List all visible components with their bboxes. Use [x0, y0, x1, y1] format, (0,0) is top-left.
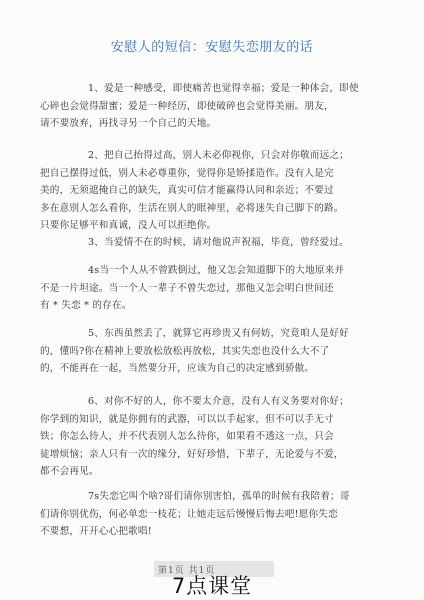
- paragraph-line: 美的，无须遮掩自己的缺失，真实可信才能赢得认同和亲近；不要过: [40, 185, 334, 196]
- paragraph-line: 有 * 失恋 * 的存在。: [40, 300, 132, 311]
- paragraph-line: 只要你足够平和真诚，没人可以拒绝你。: [40, 220, 217, 231]
- paragraph-6: [40, 393, 386, 481]
- paragraph-line: 3、当爱情不在的时候，请对他说声祝福，毕竟，曾经爱过。: [88, 237, 349, 248]
- paragraph-line: 心碎也会觉得甜蜜；爱是一种经历，即使破碎也会觉得美丽。朋友，: [40, 100, 334, 112]
- paragraph-line: 5、东西虽然丢了，就算它再珍贵又有何妨，究竟咱人是好好: [88, 328, 349, 339]
- paragraph-1: [40, 80, 386, 133]
- paragraph-line: 不要想，开开心心把歌唱!: [40, 526, 152, 537]
- paragraph-4: [40, 262, 386, 315]
- paragraph-line: 的，懂吗?你在精神上要放松放松再放松，其实失恋也没什么大不了: [40, 345, 330, 357]
- paragraph-line: 都不会再见。: [40, 466, 99, 477]
- paragraph-line: 把自己摆得过低，别人未必尊重你，觉得你是矫揉造作。没有人是完: [40, 167, 334, 179]
- paragraph-line: 7s失恋它叫个啥?哥们请你别害怕，孤单的时候有我陪着；哥: [88, 491, 350, 502]
- paragraph-line: 2、把自己抬得过高，别人未必仰视你，只会对你敬而远之；: [88, 150, 349, 161]
- paragraph-line: 铁；你怎么待人，并不代表别人怎么待你，如果看不透这一点，只会: [40, 431, 334, 442]
- watermark-text: 7点课堂: [171, 574, 253, 598]
- paragraph-line: 的，不能再在一起，当然要分开，应该为自己的决定感到骄傲。: [40, 363, 315, 374]
- paragraph-line: 1、爱是一种感受，即使痛苦也觉得幸福；爱是一种体会，即使: [88, 83, 359, 94]
- paragraph-2: [40, 147, 386, 235]
- page-number: 第1页 共1页: [158, 566, 216, 576]
- paragraph-line: 徒增烦恼；亲人只有一次的缘分，好好珍惜，下辈子，无论爱与不爱，: [40, 448, 344, 460]
- paragraph-7: [40, 488, 386, 541]
- paragraph-line: 请不要放弃，再找寻另一个自己的天地。: [40, 118, 217, 129]
- paragraph-line: 们请你别优伤，何必单恋一枝花；让她走远后慢慢后悔去吧!愿你失恋: [40, 508, 338, 520]
- paragraph-line: 4s当一个人从不曾跌倒过，他又怎会知道脚下的大地原来并: [88, 265, 345, 276]
- paragraph-3: [40, 234, 386, 252]
- paragraph-line: 6、对你不好的人，你不要太介意，没有人有义务要对你好；: [88, 396, 349, 407]
- paragraph-5: [40, 325, 386, 378]
- paragraph-line: 不是一片坦途。当一个人一辈子不曾失恋过，那他又怎会明白世间还: [40, 282, 334, 294]
- paragraph-line: 你学到的知识，就是你拥有的武器，可以以手起家，但不可以手无寸: [40, 413, 334, 425]
- paragraph-line: 多在意别人怎么看你，生活在别人的眼神里，必将迷失自己脚下的路。: [40, 202, 344, 214]
- page-title: 安慰人的短信：安慰失恋朋友的话: [110, 40, 314, 55]
